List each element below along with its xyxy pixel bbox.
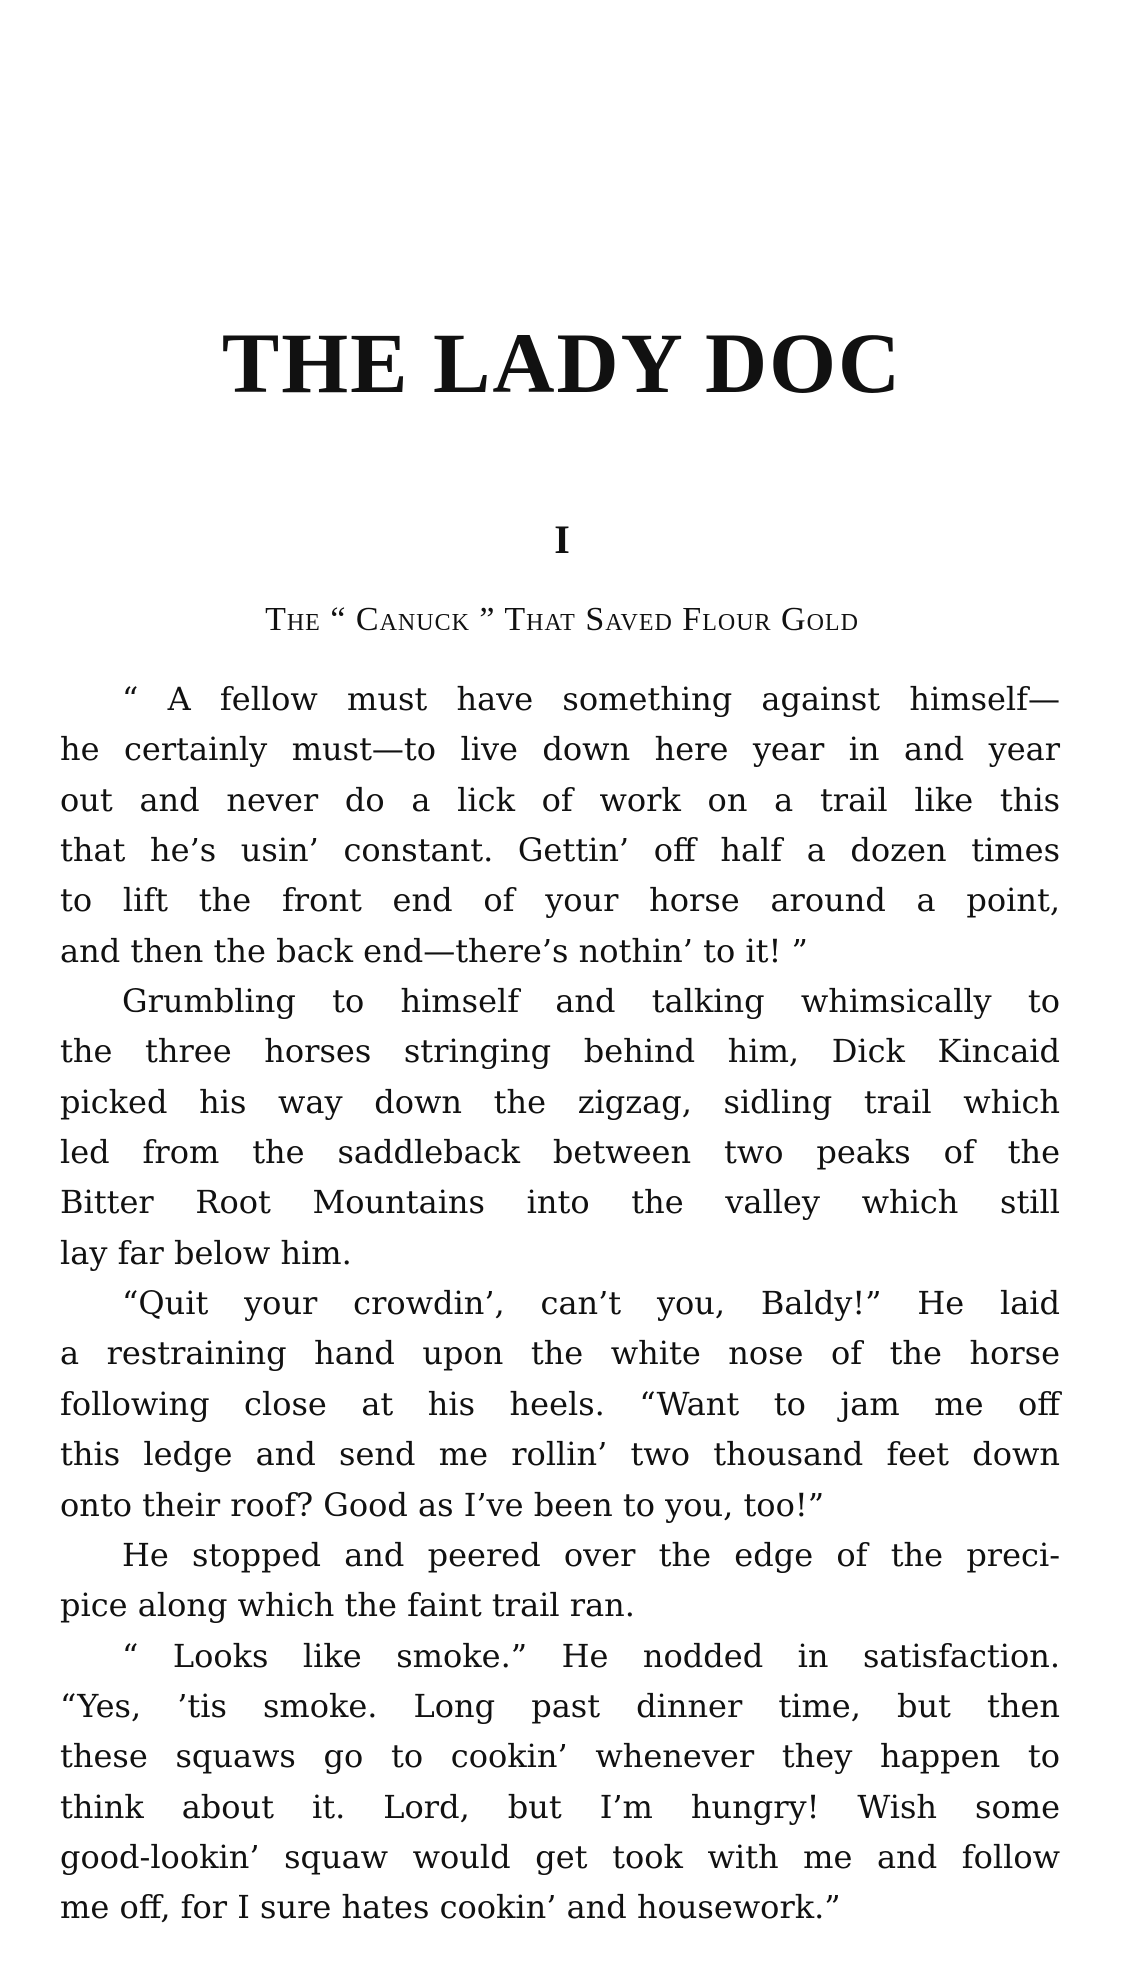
text-line: pice along which the faint trail ran. xyxy=(60,1586,635,1625)
text-line: and then the back end—there’s nothin’ to it! ” xyxy=(60,931,808,970)
text-line: this ledge and send me rollin’ two thousand feet down xyxy=(60,1435,1060,1474)
text-line: the three horses stringing behind him, Dick Kincaid xyxy=(60,1032,1060,1071)
text-line: me off, for I sure hates cookin’ and housework.” xyxy=(60,1888,841,1927)
text-line: that he’s usin’ constant. Gettin’ off half a dozen times xyxy=(60,831,1060,870)
text-line: “ Looks like smoke.” He nodded in satisfaction. xyxy=(122,1636,1060,1675)
text-line: good-lookin’ squaw would get took with me and follow xyxy=(60,1837,1060,1876)
text-line: out and never do a lick of work on a trail like this xyxy=(60,780,1060,819)
text-line: picked his way down the zigzag, sidling trail which xyxy=(60,1082,1060,1121)
text-line: He stopped and peered over the edge of the preci- xyxy=(122,1535,1060,1574)
text-line: he certainly must—to live down here year in and year xyxy=(60,730,1060,769)
text-line: “Quit your crowdin’, can’t you, Baldy!” He laid xyxy=(122,1284,1060,1323)
paragraph-1 xyxy=(60,674,1060,976)
paragraph-4 xyxy=(60,1530,1060,1631)
text-line: these squaws go to cookin’ whenever they happen to xyxy=(60,1737,1060,1776)
text-line: Grumbling to himself and talking whimsically to xyxy=(122,982,1060,1021)
chapter-text xyxy=(60,674,1060,1933)
paragraph-5 xyxy=(60,1631,1060,1933)
paragraph-3 xyxy=(60,1278,1060,1530)
text-line: following close at his heels. “Want to jam me off xyxy=(60,1384,1060,1423)
book-title: THE LADY DOC xyxy=(221,315,903,411)
chapter-number: I xyxy=(554,517,570,562)
text-line: a restraining hand upon the white nose of the horse xyxy=(60,1334,1060,1373)
text-line: Bitter Root Mountains into the valley which still xyxy=(60,1183,1060,1222)
text-line: think about it. Lord, but I’m hungry! Wish some xyxy=(60,1787,1060,1826)
text-line: to lift the front end of your horse around a point, xyxy=(60,881,1060,920)
text-line: lay far below him. xyxy=(60,1233,352,1272)
text-line: onto their roof? Good as I’ve been to you, too!” xyxy=(60,1485,825,1524)
text-line: “ A fellow must have something against himself— xyxy=(122,680,1060,718)
text-line: “Yes, ’tis smoke. Long past dinner time, but then xyxy=(60,1686,1060,1725)
text-line: led from the saddleback between two peaks of the xyxy=(60,1133,1060,1172)
paragraph-2 xyxy=(60,976,1060,1278)
chapter-title: The “ Canuck ” That Saved Flour Gold xyxy=(265,601,859,638)
